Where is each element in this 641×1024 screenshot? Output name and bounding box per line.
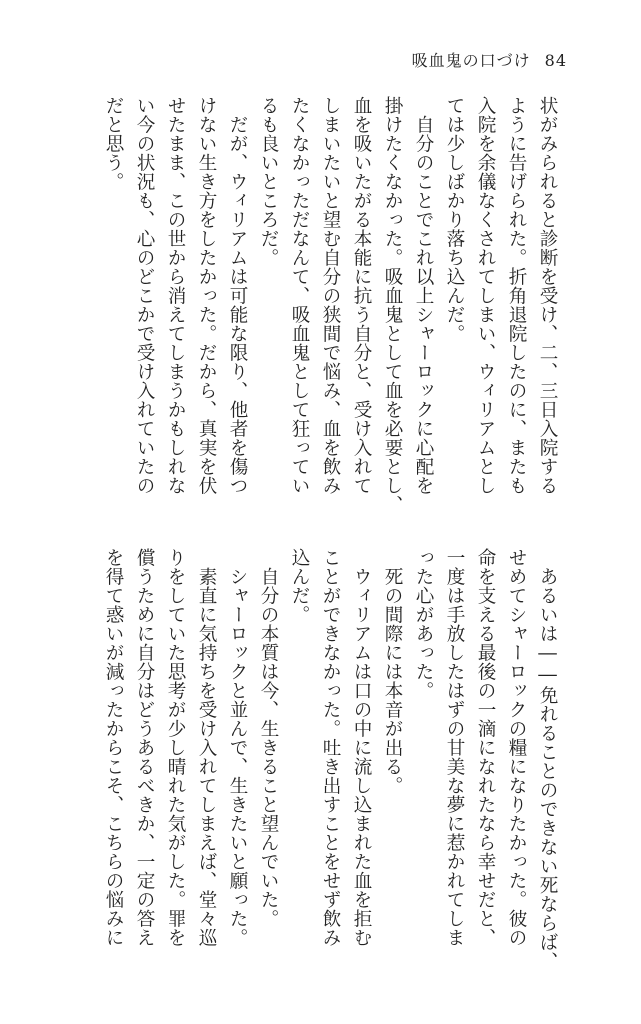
- text-line: 死の間際には本音が出る。: [382, 548, 403, 795]
- text-line: るも良いところだ。: [258, 96, 279, 267]
- text-line: 素直に気持ちを受け入れてしまえば、堂々巡: [196, 548, 217, 947]
- text-line: シャーロックと並んで、生きたいと願った。: [227, 548, 248, 947]
- text-line: あるいは――免れることのできない死ならば、: [537, 548, 558, 971]
- text-line: だと思う。: [103, 96, 124, 191]
- text-line: たくなかっただなんて、吸血鬼として狂ってい: [289, 96, 310, 495]
- text-line: りをしていた思考が少し晴れた気がした。罪を: [165, 548, 186, 947]
- text-line: けない生き方をしたかった。だから、真実を伏: [196, 96, 217, 495]
- running-header: [412, 48, 567, 71]
- text-line: 自分のことでこれ以上シャーロックに心配を: [413, 96, 434, 495]
- text-line: ことができなかった。吐き出すことをせず飲み: [320, 548, 341, 947]
- text-line: だが、ウィリアムは可能な限り、他者を傷つ: [227, 96, 248, 495]
- text-line: しまいたいと望む自分の狭間で悩み、血を飲み: [320, 96, 341, 495]
- text-line: 入院を余儀なくされてしまい、ウィリアムとし: [475, 96, 496, 495]
- text-line: 一度は手放したはずの甘美な夢に惹かれてしま: [444, 548, 465, 947]
- text-line: せたまま、この世から消えてしまうかもしれな: [165, 96, 186, 495]
- text-line: 血を吸いたがる本能に抗う自分と、受け入れて: [351, 96, 372, 495]
- text-line: を得て惑いが減ったからこそ、こちらの悩みに: [103, 548, 124, 947]
- text-line: ように告げられた。折角退院したのに、またも: [506, 96, 527, 495]
- text-line: せめてシャーロックの糧になりたかった。彼の: [506, 548, 527, 947]
- text-line: った心があった。: [413, 548, 434, 700]
- text-line: 命を支える最後の一滴になれたなら幸せだと、: [475, 548, 496, 947]
- book-title: 吸血鬼の口づけ: [411, 51, 531, 70]
- text-line: 自分の本質は今、生きること望んでいた。: [258, 548, 279, 928]
- upper-text-block: [103, 96, 563, 514]
- text-line: ては少しばかり落ち込んだ。: [444, 96, 465, 343]
- text-line: い今の状況も、心のどこかで受け入れていたの: [134, 96, 155, 495]
- page-number: 84: [544, 51, 567, 70]
- text-line: 償うために自分はどうあるべきか、一定の答え: [134, 548, 155, 947]
- text-line: ウィリアムは口の中に流し込まれた血を拒む: [351, 548, 372, 947]
- text-line: 状がみられると診断を受け、二、三日入院する: [537, 96, 558, 495]
- text-line: 込んだ。: [289, 548, 310, 624]
- text-line: 掛けたくなかった。吸血鬼として血を必要とし、: [382, 96, 403, 514]
- lower-text-block: [103, 548, 563, 971]
